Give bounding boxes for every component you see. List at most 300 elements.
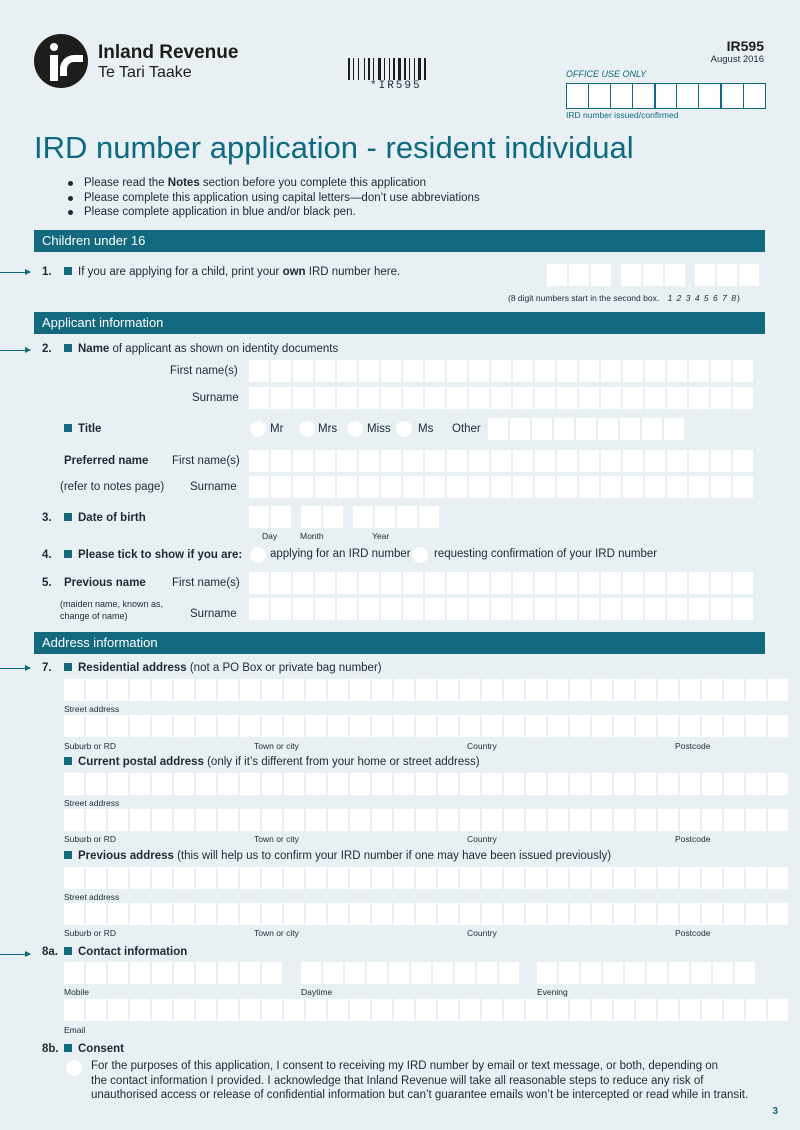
input-cell[interactable] (689, 598, 709, 620)
input-cell[interactable] (614, 715, 634, 737)
input-cell[interactable] (262, 773, 282, 795)
input-cell[interactable] (592, 809, 612, 831)
input-cell[interactable] (724, 679, 744, 701)
input-cell[interactable] (196, 715, 216, 737)
input-cell[interactable] (262, 867, 282, 889)
input-cell[interactable] (711, 476, 731, 498)
email-input[interactable] (64, 999, 788, 1021)
input-cell[interactable] (152, 999, 172, 1021)
input-cell[interactable] (658, 773, 678, 795)
input-cell[interactable] (513, 598, 533, 620)
input-cell[interactable] (469, 572, 489, 594)
input-cell[interactable] (680, 903, 700, 925)
input-cell[interactable] (645, 450, 665, 472)
input-cell[interactable] (647, 962, 667, 984)
applying-radio[interactable] (250, 547, 266, 563)
input-cell[interactable] (359, 450, 379, 472)
postal-suburb-input[interactable] (64, 809, 788, 831)
input-cell[interactable] (603, 962, 623, 984)
q2-first-name-input[interactable] (249, 360, 753, 382)
input-cell[interactable] (372, 999, 392, 1021)
input-cell[interactable] (601, 387, 621, 409)
input-cell[interactable] (548, 679, 568, 701)
input-cell[interactable] (284, 715, 304, 737)
input-cell[interactable] (592, 773, 612, 795)
input-cell[interactable] (367, 962, 387, 984)
input-cell[interactable] (249, 387, 269, 409)
input-cell[interactable] (64, 715, 84, 737)
input-cell[interactable] (315, 387, 335, 409)
input-cell[interactable] (108, 809, 128, 831)
input-cell[interactable] (86, 715, 106, 737)
input-cell[interactable] (746, 999, 766, 1021)
input-cell[interactable] (152, 962, 172, 984)
input-cell[interactable] (381, 476, 401, 498)
input-cell[interactable] (548, 773, 568, 795)
input-cell[interactable] (64, 962, 84, 984)
input-cell[interactable] (513, 360, 533, 382)
input-cell[interactable] (733, 476, 753, 498)
input-cell[interactable] (667, 360, 687, 382)
input-cell[interactable] (350, 999, 370, 1021)
input-cell[interactable] (557, 572, 577, 594)
input-cell[interactable] (735, 962, 755, 984)
input-cell[interactable] (416, 773, 436, 795)
input-cell[interactable] (768, 809, 788, 831)
input-cell[interactable] (746, 715, 766, 737)
input-cell[interactable] (559, 962, 579, 984)
input-cell[interactable] (460, 903, 480, 925)
date-of-birth-input[interactable] (249, 506, 439, 528)
input-cell[interactable] (64, 809, 84, 831)
input-cell[interactable] (306, 867, 326, 889)
input-cell[interactable] (328, 867, 348, 889)
input-cell[interactable] (64, 679, 84, 701)
input-cell[interactable] (416, 715, 436, 737)
input-cell[interactable] (345, 962, 365, 984)
input-cell[interactable] (667, 598, 687, 620)
input-cell[interactable] (557, 598, 577, 620)
input-cell[interactable] (394, 809, 414, 831)
input-cell[interactable] (196, 679, 216, 701)
input-cell[interactable] (601, 572, 621, 594)
input-cell[interactable] (218, 715, 238, 737)
input-cell[interactable] (350, 715, 370, 737)
input-cell[interactable] (711, 387, 731, 409)
input-cell[interactable] (504, 867, 524, 889)
input-cell[interactable] (636, 773, 656, 795)
input-cell[interactable] (306, 773, 326, 795)
input-cell[interactable] (447, 360, 467, 382)
input-cell[interactable] (645, 360, 665, 382)
input-cell[interactable] (271, 360, 291, 382)
input-cell[interactable] (491, 572, 511, 594)
input-cell[interactable] (337, 572, 357, 594)
input-cell[interactable] (526, 903, 546, 925)
input-cell[interactable] (532, 418, 552, 440)
input-cell[interactable] (284, 773, 304, 795)
input-cell[interactable] (403, 598, 423, 620)
input-cell[interactable] (425, 572, 445, 594)
input-cell[interactable] (218, 867, 238, 889)
input-cell[interactable] (689, 450, 709, 472)
input-cell[interactable] (535, 450, 555, 472)
input-cell[interactable] (416, 809, 436, 831)
input-cell[interactable] (513, 450, 533, 472)
input-cell[interactable] (557, 387, 577, 409)
input-cell[interactable] (623, 572, 643, 594)
input-cell[interactable] (174, 773, 194, 795)
input-cell[interactable] (548, 999, 568, 1021)
input-cell[interactable] (152, 867, 172, 889)
input-cell[interactable] (174, 715, 194, 737)
input-cell[interactable] (403, 476, 423, 498)
input-cell[interactable] (64, 773, 84, 795)
input-cell[interactable] (306, 715, 326, 737)
input-cell[interactable] (642, 418, 662, 440)
input-cell[interactable] (469, 450, 489, 472)
input-cell[interactable] (570, 809, 590, 831)
input-cell[interactable] (130, 999, 150, 1021)
input-cell[interactable] (174, 809, 194, 831)
input-cell[interactable] (416, 679, 436, 701)
input-cell[interactable] (548, 809, 568, 831)
input-cell[interactable] (262, 962, 282, 984)
input-cell[interactable] (337, 476, 357, 498)
input-cell[interactable] (711, 598, 731, 620)
input-cell[interactable] (469, 476, 489, 498)
input-cell[interactable] (482, 679, 502, 701)
input-cell[interactable] (359, 387, 379, 409)
input-cell[interactable] (592, 999, 612, 1021)
input-cell[interactable] (570, 679, 590, 701)
input-cell[interactable] (548, 715, 568, 737)
input-cell[interactable] (746, 773, 766, 795)
input-cell[interactable] (711, 572, 731, 594)
input-cell[interactable] (557, 476, 577, 498)
preferred-first-name-input[interactable] (249, 450, 753, 472)
input-cell[interactable] (491, 476, 511, 498)
input-cell[interactable] (86, 962, 106, 984)
input-cell[interactable] (249, 360, 269, 382)
input-cell[interactable] (579, 598, 599, 620)
input-cell[interactable] (579, 450, 599, 472)
input-cell[interactable] (713, 962, 733, 984)
input-cell[interactable] (537, 962, 557, 984)
input-cell[interactable] (460, 679, 480, 701)
input-cell[interactable] (425, 476, 445, 498)
input-cell[interactable] (535, 476, 555, 498)
input-cell[interactable] (328, 715, 348, 737)
input-cell[interactable] (416, 867, 436, 889)
input-cell[interactable] (108, 715, 128, 737)
input-cell[interactable] (724, 999, 744, 1021)
input-cell[interactable] (262, 903, 282, 925)
input-cell[interactable] (746, 679, 766, 701)
input-cell[interactable] (592, 867, 612, 889)
input-cell[interactable] (702, 715, 722, 737)
input-cell[interactable] (240, 715, 260, 737)
input-cell[interactable] (218, 809, 238, 831)
input-cell[interactable] (152, 715, 172, 737)
input-cell[interactable] (271, 598, 291, 620)
input-cell[interactable] (350, 903, 370, 925)
input-cell[interactable] (394, 999, 414, 1021)
evening-input[interactable] (537, 962, 755, 984)
input-cell[interactable] (337, 598, 357, 620)
input-cell[interactable] (293, 360, 313, 382)
q1-ird-number-input[interactable] (547, 264, 759, 286)
input-cell[interactable] (306, 999, 326, 1021)
input-cell[interactable] (680, 679, 700, 701)
input-cell[interactable] (499, 962, 519, 984)
input-cell[interactable] (513, 387, 533, 409)
input-cell[interactable] (240, 903, 260, 925)
input-cell[interactable] (86, 809, 106, 831)
input-cell[interactable] (86, 679, 106, 701)
input-cell[interactable] (469, 360, 489, 382)
input-cell[interactable] (174, 679, 194, 701)
input-cell[interactable] (262, 809, 282, 831)
input-cell[interactable] (667, 476, 687, 498)
input-cell[interactable] (645, 572, 665, 594)
input-cell[interactable] (482, 715, 502, 737)
input-cell[interactable] (284, 999, 304, 1021)
input-cell[interactable] (64, 903, 84, 925)
input-cell[interactable] (152, 773, 172, 795)
input-cell[interactable] (86, 867, 106, 889)
input-cell[interactable] (425, 387, 445, 409)
input-cell[interactable] (557, 450, 577, 472)
input-cell[interactable] (667, 450, 687, 472)
input-cell[interactable] (284, 809, 304, 831)
input-cell[interactable] (570, 903, 590, 925)
input-cell[interactable] (702, 999, 722, 1021)
input-cell[interactable] (768, 867, 788, 889)
input-cell[interactable] (746, 903, 766, 925)
input-cell[interactable] (416, 903, 436, 925)
input-cell[interactable] (372, 773, 392, 795)
input-cell[interactable] (425, 598, 445, 620)
input-cell[interactable] (576, 418, 596, 440)
input-cell[interactable] (152, 679, 172, 701)
input-cell[interactable] (218, 679, 238, 701)
input-cell[interactable] (636, 867, 656, 889)
input-cell[interactable] (293, 598, 313, 620)
input-cell[interactable] (196, 903, 216, 925)
input-cell[interactable] (293, 450, 313, 472)
daytime-input[interactable] (301, 962, 519, 984)
input-cell[interactable] (174, 962, 194, 984)
input-cell[interactable] (328, 999, 348, 1021)
input-cell[interactable] (460, 773, 480, 795)
input-cell[interactable] (455, 962, 475, 984)
input-cell[interactable] (196, 773, 216, 795)
input-cell[interactable] (337, 450, 357, 472)
input-cell[interactable] (328, 903, 348, 925)
mobile-input[interactable] (64, 962, 282, 984)
input-cell[interactable] (477, 962, 497, 984)
input-cell[interactable] (152, 903, 172, 925)
input-cell[interactable] (623, 387, 643, 409)
input-cell[interactable] (447, 450, 467, 472)
input-cell[interactable] (130, 867, 150, 889)
input-cell[interactable] (658, 903, 678, 925)
input-cell[interactable] (130, 773, 150, 795)
input-cell[interactable] (240, 962, 260, 984)
input-cell[interactable] (130, 679, 150, 701)
input-cell[interactable] (328, 679, 348, 701)
input-cell[interactable] (702, 903, 722, 925)
input-cell[interactable] (359, 572, 379, 594)
input-cell[interactable] (746, 809, 766, 831)
input-cell[interactable] (425, 360, 445, 382)
input-cell[interactable] (689, 387, 709, 409)
input-cell[interactable] (724, 867, 744, 889)
consent-checkbox[interactable] (66, 1060, 82, 1076)
previous-first-name-input[interactable] (249, 572, 753, 594)
input-cell[interactable] (691, 962, 711, 984)
input-cell[interactable] (548, 867, 568, 889)
input-cell[interactable] (460, 809, 480, 831)
input-cell[interactable] (724, 903, 744, 925)
input-cell[interactable] (394, 715, 414, 737)
input-cell[interactable] (249, 598, 269, 620)
input-cell[interactable] (768, 715, 788, 737)
input-cell[interactable] (174, 999, 194, 1021)
input-cell[interactable] (614, 903, 634, 925)
input-cell[interactable] (438, 773, 458, 795)
input-cell[interactable] (240, 773, 260, 795)
input-cell[interactable] (614, 679, 634, 701)
input-cell[interactable] (425, 450, 445, 472)
input-cell[interactable] (284, 903, 304, 925)
input-cell[interactable] (394, 867, 414, 889)
input-cell[interactable] (526, 715, 546, 737)
input-cell[interactable] (614, 773, 634, 795)
input-cell[interactable] (381, 360, 401, 382)
input-cell[interactable] (733, 387, 753, 409)
input-cell[interactable] (601, 476, 621, 498)
input-cell[interactable] (438, 903, 458, 925)
input-cell[interactable] (447, 476, 467, 498)
input-cell[interactable] (601, 360, 621, 382)
input-cell[interactable] (625, 962, 645, 984)
input-cell[interactable] (271, 387, 291, 409)
input-cell[interactable] (249, 476, 269, 498)
input-cell[interactable] (315, 476, 335, 498)
input-cell[interactable] (570, 999, 590, 1021)
input-cell[interactable] (768, 773, 788, 795)
input-cell[interactable] (680, 773, 700, 795)
input-cell[interactable] (218, 962, 238, 984)
input-cell[interactable] (504, 715, 524, 737)
input-cell[interactable] (293, 476, 313, 498)
input-cell[interactable] (64, 999, 84, 1021)
input-cell[interactable] (680, 867, 700, 889)
preferred-surname-input[interactable] (249, 476, 753, 498)
postal-street-input[interactable] (64, 773, 788, 795)
input-cell[interactable] (733, 450, 753, 472)
input-cell[interactable] (733, 598, 753, 620)
q2-surname-input[interactable] (249, 387, 753, 409)
input-cell[interactable] (592, 903, 612, 925)
input-cell[interactable] (482, 903, 502, 925)
previous-street-input[interactable] (64, 867, 788, 889)
input-cell[interactable] (724, 773, 744, 795)
input-cell[interactable] (623, 598, 643, 620)
input-cell[interactable] (689, 476, 709, 498)
input-cell[interactable] (620, 418, 640, 440)
input-cell[interactable] (488, 418, 508, 440)
input-cell[interactable] (669, 962, 689, 984)
input-cell[interactable] (535, 387, 555, 409)
input-cell[interactable] (636, 809, 656, 831)
input-cell[interactable] (249, 450, 269, 472)
input-cell[interactable] (359, 360, 379, 382)
input-cell[interactable] (592, 715, 612, 737)
input-cell[interactable] (504, 809, 524, 831)
input-cell[interactable] (218, 773, 238, 795)
input-cell[interactable] (306, 903, 326, 925)
input-cell[interactable] (636, 999, 656, 1021)
input-cell[interactable] (328, 809, 348, 831)
input-cell[interactable] (658, 715, 678, 737)
input-cell[interactable] (372, 867, 392, 889)
previous-suburb-input[interactable] (64, 903, 788, 925)
input-cell[interactable] (196, 867, 216, 889)
input-cell[interactable] (469, 387, 489, 409)
input-cell[interactable] (394, 679, 414, 701)
input-cell[interactable] (337, 360, 357, 382)
input-cell[interactable] (240, 679, 260, 701)
input-cell[interactable] (130, 962, 150, 984)
input-cell[interactable] (526, 867, 546, 889)
input-cell[interactable] (658, 679, 678, 701)
input-cell[interactable] (381, 572, 401, 594)
input-cell[interactable] (526, 679, 546, 701)
input-cell[interactable] (664, 418, 684, 440)
input-cell[interactable] (579, 476, 599, 498)
input-cell[interactable] (152, 809, 172, 831)
input-cell[interactable] (680, 999, 700, 1021)
input-cell[interactable] (86, 773, 106, 795)
input-cell[interactable] (535, 360, 555, 382)
input-cell[interactable] (658, 867, 678, 889)
input-cell[interactable] (491, 387, 511, 409)
input-cell[interactable] (240, 867, 260, 889)
residential-suburb-input[interactable] (64, 715, 788, 737)
input-cell[interactable] (306, 679, 326, 701)
input-cell[interactable] (702, 809, 722, 831)
input-cell[interactable] (491, 598, 511, 620)
input-cell[interactable] (460, 715, 480, 737)
title-ms-radio[interactable] (396, 421, 412, 437)
input-cell[interactable] (284, 867, 304, 889)
input-cell[interactable] (601, 450, 621, 472)
input-cell[interactable] (702, 773, 722, 795)
input-cell[interactable] (636, 679, 656, 701)
input-cell[interactable] (315, 572, 335, 594)
input-cell[interactable] (411, 962, 431, 984)
input-cell[interactable] (526, 999, 546, 1021)
input-cell[interactable] (513, 572, 533, 594)
input-cell[interactable] (614, 999, 634, 1021)
title-other-input[interactable] (488, 418, 684, 440)
input-cell[interactable] (645, 476, 665, 498)
input-cell[interactable] (570, 773, 590, 795)
input-cell[interactable] (438, 867, 458, 889)
